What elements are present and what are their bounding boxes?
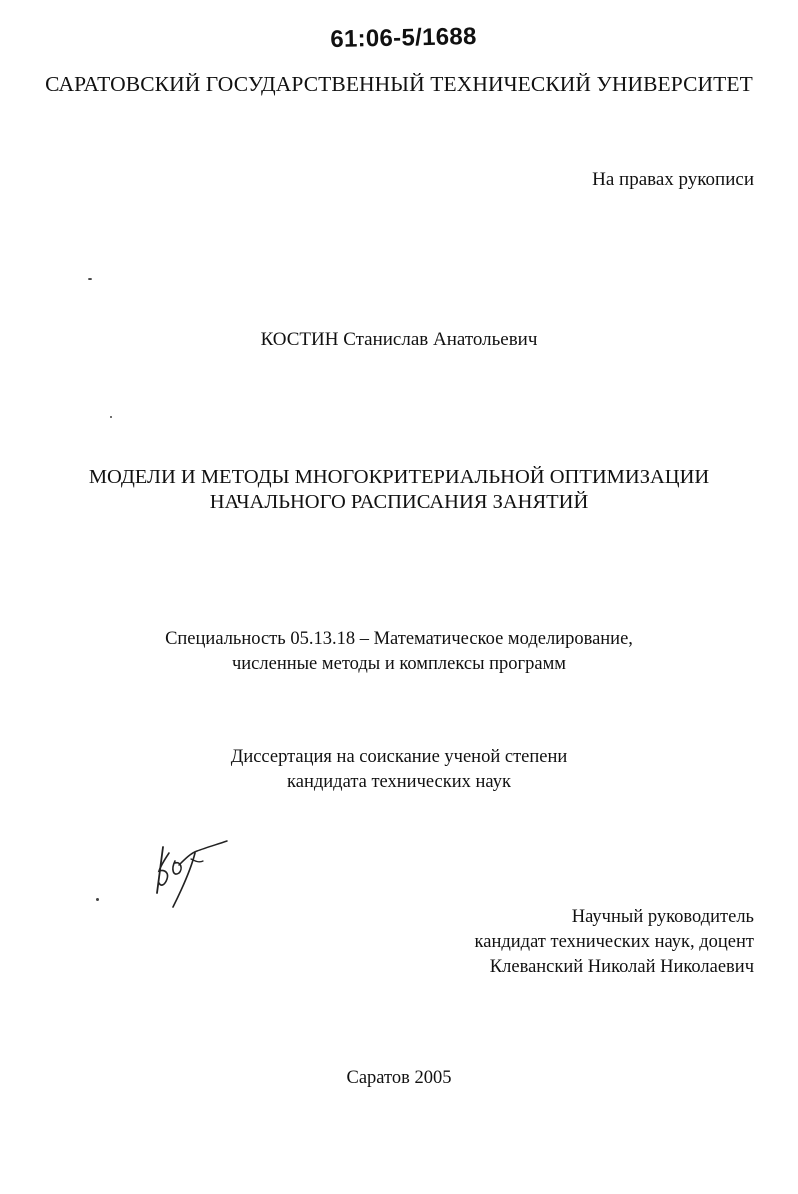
- paper-speck: [88, 278, 92, 280]
- supervisor-role: Научный руководитель: [571, 907, 754, 927]
- supervisor-name: Клеванский Николай Николаевич: [489, 957, 754, 977]
- specialty-block: [0, 627, 798, 677]
- signature-mark: [145, 835, 235, 915]
- dissertation-title: [0, 465, 798, 515]
- paper-speck: [96, 898, 99, 901]
- degree-block: [0, 745, 798, 795]
- title-line-1: МОДЕЛИ И МЕТОДЫ МНОГОКРИТЕРИАЛЬНОЙ ОПТИМИЗАЦИИ: [88, 466, 710, 488]
- specialty-line-2: численные методы и комплексы программ: [231, 654, 567, 674]
- supervisor-block: [475, 905, 754, 980]
- author-name: КОСТИН Станислав Анатольевич: [260, 329, 538, 350]
- supervisor-degree: кандидат технических наук, доцент: [474, 932, 754, 952]
- title-line-2: НАЧАЛЬНОГО РАСПИСАНИЯ ЗАНЯТИЙ: [209, 491, 589, 513]
- degree-line-2: кандидата технических наук: [287, 772, 511, 792]
- manuscript-rights: На правах рукописи: [592, 169, 754, 190]
- degree-line-1: Диссертация на соискание ученой степени: [230, 747, 568, 767]
- specialty-line-1: Специальность 05.13.18 – Математическое моделирование,: [165, 629, 633, 649]
- university-name: САРАТОВСКИЙ ГОСУДАРСТВЕННЫЙ ТЕХНИЧЕСКИЙ УНИВЕРСИТЕТ: [45, 72, 753, 96]
- archive-code: 61:06-5/1688: [330, 22, 477, 53]
- city-year: Саратов 2005: [346, 1068, 452, 1088]
- paper-speck: [110, 416, 112, 418]
